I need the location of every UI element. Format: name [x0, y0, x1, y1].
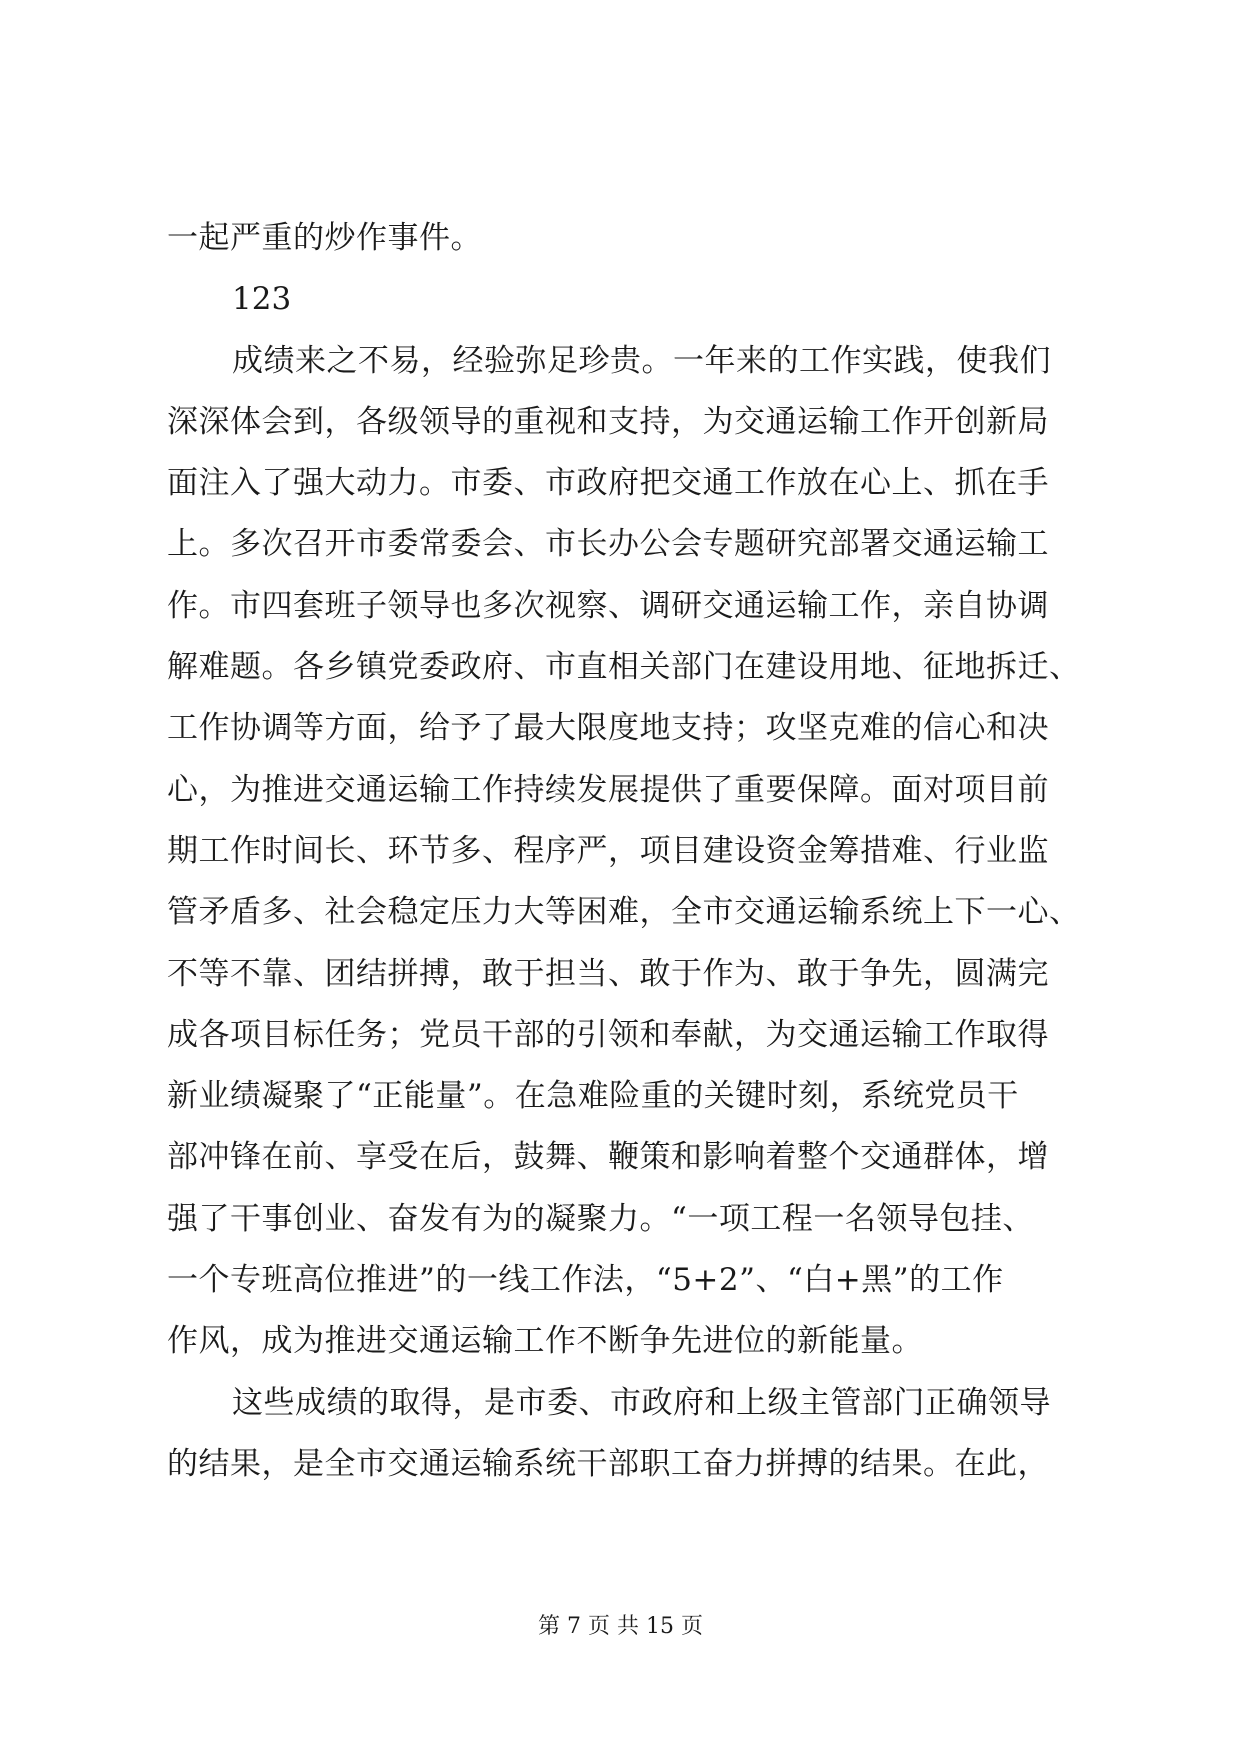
- text-line: 作。市四套班子领导也多次视察、调研交通运输工作，亲自协调: [167, 587, 1049, 624]
- text-line: 工作协调等方面，给予了最大限度地支持；攻坚克难的信心和决: [167, 710, 1049, 747]
- document-body: [167, 208, 1087, 1495]
- text-line: 心，为推进交通运输工作持续发展提供了重要保障。面对项目前: [167, 771, 1049, 808]
- text-line: 一起严重的炒作事件。: [167, 220, 482, 256]
- text-line: 123: [232, 281, 292, 318]
- text-line: 不等不靠、团结拼搏，敢于担当、敢于作为、敢于争先，圆满完: [167, 955, 1049, 992]
- text-line: 解难题。各乡镇党委政府、市直相关部门在建设用地、征地拆迁、: [167, 649, 1081, 686]
- paragraph-start-line: 这些成绩的取得，是市委、市政府和上级主管部门正确领导: [232, 1384, 1051, 1421]
- page-footer: 第 7 页 共 15 页: [538, 1614, 703, 1639]
- text-line: 强了干事创业、奋发有为的凝聚力。“一项工程一名领导包挂、: [167, 1200, 1034, 1237]
- text-line: 新业绩凝聚了“正能量”。在急难险重的关键时刻，系统党员干: [167, 1078, 1019, 1115]
- paragraph-start-line: 成绩来之不易，经验弥足珍贵。一年来的工作实践，使我们: [232, 342, 1051, 379]
- text-line: 面注入了强大动力。市委、市政府把交通工作放在心上、抓在手: [167, 465, 1049, 502]
- text-line: 的结果，是全市交通运输系统干部职工奋力拼搏的结果。在此，: [167, 1445, 1049, 1482]
- text-line: 深深体会到，各级领导的重视和支持，为交通运输工作开创新局: [167, 403, 1049, 440]
- text-line: 成各项目标任务；党员干部的引领和奉献，为交通运输工作取得: [167, 1016, 1049, 1053]
- text-line: 部冲锋在前、享受在后，鼓舞、鞭策和影响着整个交通群体，增: [167, 1139, 1049, 1176]
- text-line: 期工作时间长、环节多、程序严，项目建设资金筹措难、行业监: [167, 832, 1049, 869]
- text-line: 管矛盾多、社会稳定压力大等困难，全市交通运输系统上下一心、: [167, 894, 1081, 931]
- text-line: 作风，成为推进交通运输工作不断争先进位的新能量。: [167, 1323, 923, 1360]
- text-line: 上。多次召开市委常委会、市长办公会专题研究部署交通运输工: [167, 526, 1049, 563]
- text-line: 一个专班高位推进”的一线工作法，“5+2”、“白+黑”的工作: [167, 1262, 1004, 1299]
